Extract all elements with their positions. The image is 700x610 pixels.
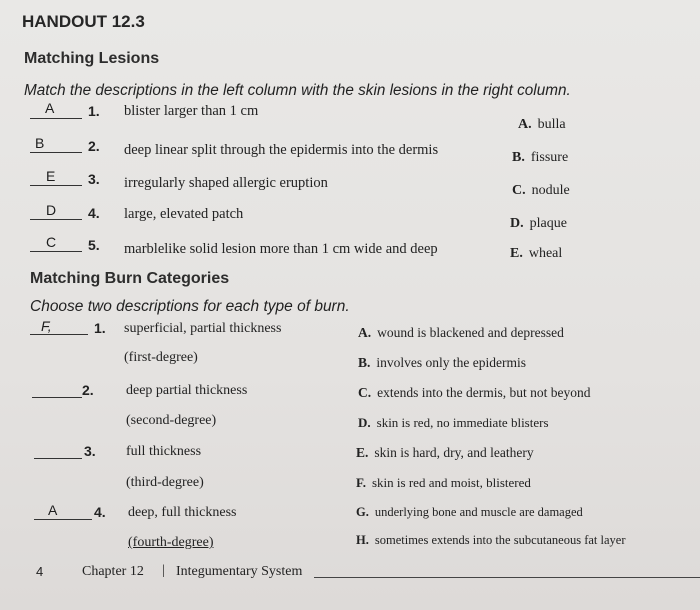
item-number: 2. (82, 382, 94, 398)
burn-description: deep, full thickness (128, 505, 237, 520)
answer-lesion-4[interactable]: D (46, 202, 57, 218)
lesion-option-e: E. wheal (510, 246, 563, 261)
answer-blank-line (30, 152, 82, 153)
burn-option-c: C. extends into the dermis, but not beyond (358, 385, 591, 400)
handout-title: HANDOUT 12.3 (22, 12, 145, 31)
lesion-description: irregularly shaped allergic eruption (124, 175, 328, 191)
lesion-description: blister larger than 1 cm (124, 103, 259, 119)
answer-burn-4[interactable]: A (48, 502, 58, 518)
item-number: 4. (88, 205, 100, 221)
burn-option-b: B. involves only the epidermis (358, 355, 526, 370)
section-instructions-lesions: Match the descriptions in the left column with the skin lesions in the right column. (24, 82, 571, 99)
burn-option-e: E. skin is hard, dry, and leathery (356, 445, 534, 460)
burn-description: superficial, partial thickness (124, 321, 282, 336)
footer-title: Integumentary System (176, 564, 303, 579)
answer-blank-line (30, 219, 82, 220)
page-number: 4 (36, 564, 44, 579)
answer-blank-line (34, 458, 82, 459)
lesion-option-d: D. plaque (510, 216, 567, 231)
burn-degree: (fourth-degree) (128, 535, 214, 550)
section-instructions-burns: Choose two descriptions for each type of burn. (30, 298, 350, 315)
section-title-burns: Matching Burn Categories (30, 270, 230, 287)
burn-option-h: H. sometimes extends into the subcutaneous fat layer (356, 533, 626, 547)
item-number: 2. (88, 138, 100, 154)
lesion-option-a: A. bulla (518, 117, 566, 132)
lesion-description: marblelike solid lesion more than 1 cm wide and deep (124, 241, 438, 257)
answer-blank-line (30, 185, 82, 186)
lesion-description: deep linear split through the epidermis into the dermis (124, 142, 439, 158)
answer-lesion-3[interactable]: E (46, 168, 56, 184)
footer-rule (314, 577, 700, 578)
item-number: 3. (84, 443, 96, 459)
answer-blank-line (32, 397, 82, 398)
item-number: 5. (88, 237, 100, 253)
answer-blank-line (30, 118, 82, 119)
answer-lesion-1[interactable]: A (45, 100, 55, 116)
lesion-option-c: C. nodule (512, 183, 570, 198)
burn-option-a: A. wound is blackened and depressed (358, 325, 564, 340)
lesion-description: large, elevated patch (124, 206, 244, 222)
section-title-lesions: Matching Lesions (24, 50, 160, 67)
answer-lesion-5[interactable]: C (46, 234, 57, 250)
item-number: 1. (88, 103, 100, 119)
burn-description: full thickness (126, 444, 202, 459)
answer-blank-line (30, 334, 88, 335)
answer-burn-1[interactable]: F, (41, 318, 52, 334)
burn-option-f: F. skin is red and moist, blistered (356, 475, 531, 490)
burn-degree: (third-degree) (126, 475, 204, 490)
footer-separator: | (162, 563, 165, 578)
footer-chapter: Chapter 12 (82, 564, 144, 579)
item-number: 3. (88, 171, 100, 187)
answer-blank-line (30, 251, 82, 252)
item-number: 4. (94, 504, 106, 520)
item-number: 1. (94, 320, 106, 336)
burn-option-g: G. underlying bone and muscle are damaged (356, 505, 583, 519)
burn-degree: (first-degree) (124, 350, 198, 365)
answer-lesion-2[interactable]: B (35, 135, 45, 151)
lesion-option-b: B. fissure (512, 150, 569, 165)
burn-degree: (second-degree) (126, 413, 217, 428)
burn-option-d: D. skin is red, no immediate blisters (358, 415, 549, 430)
answer-blank-line (34, 519, 92, 520)
burn-description: deep partial thickness (126, 383, 248, 398)
